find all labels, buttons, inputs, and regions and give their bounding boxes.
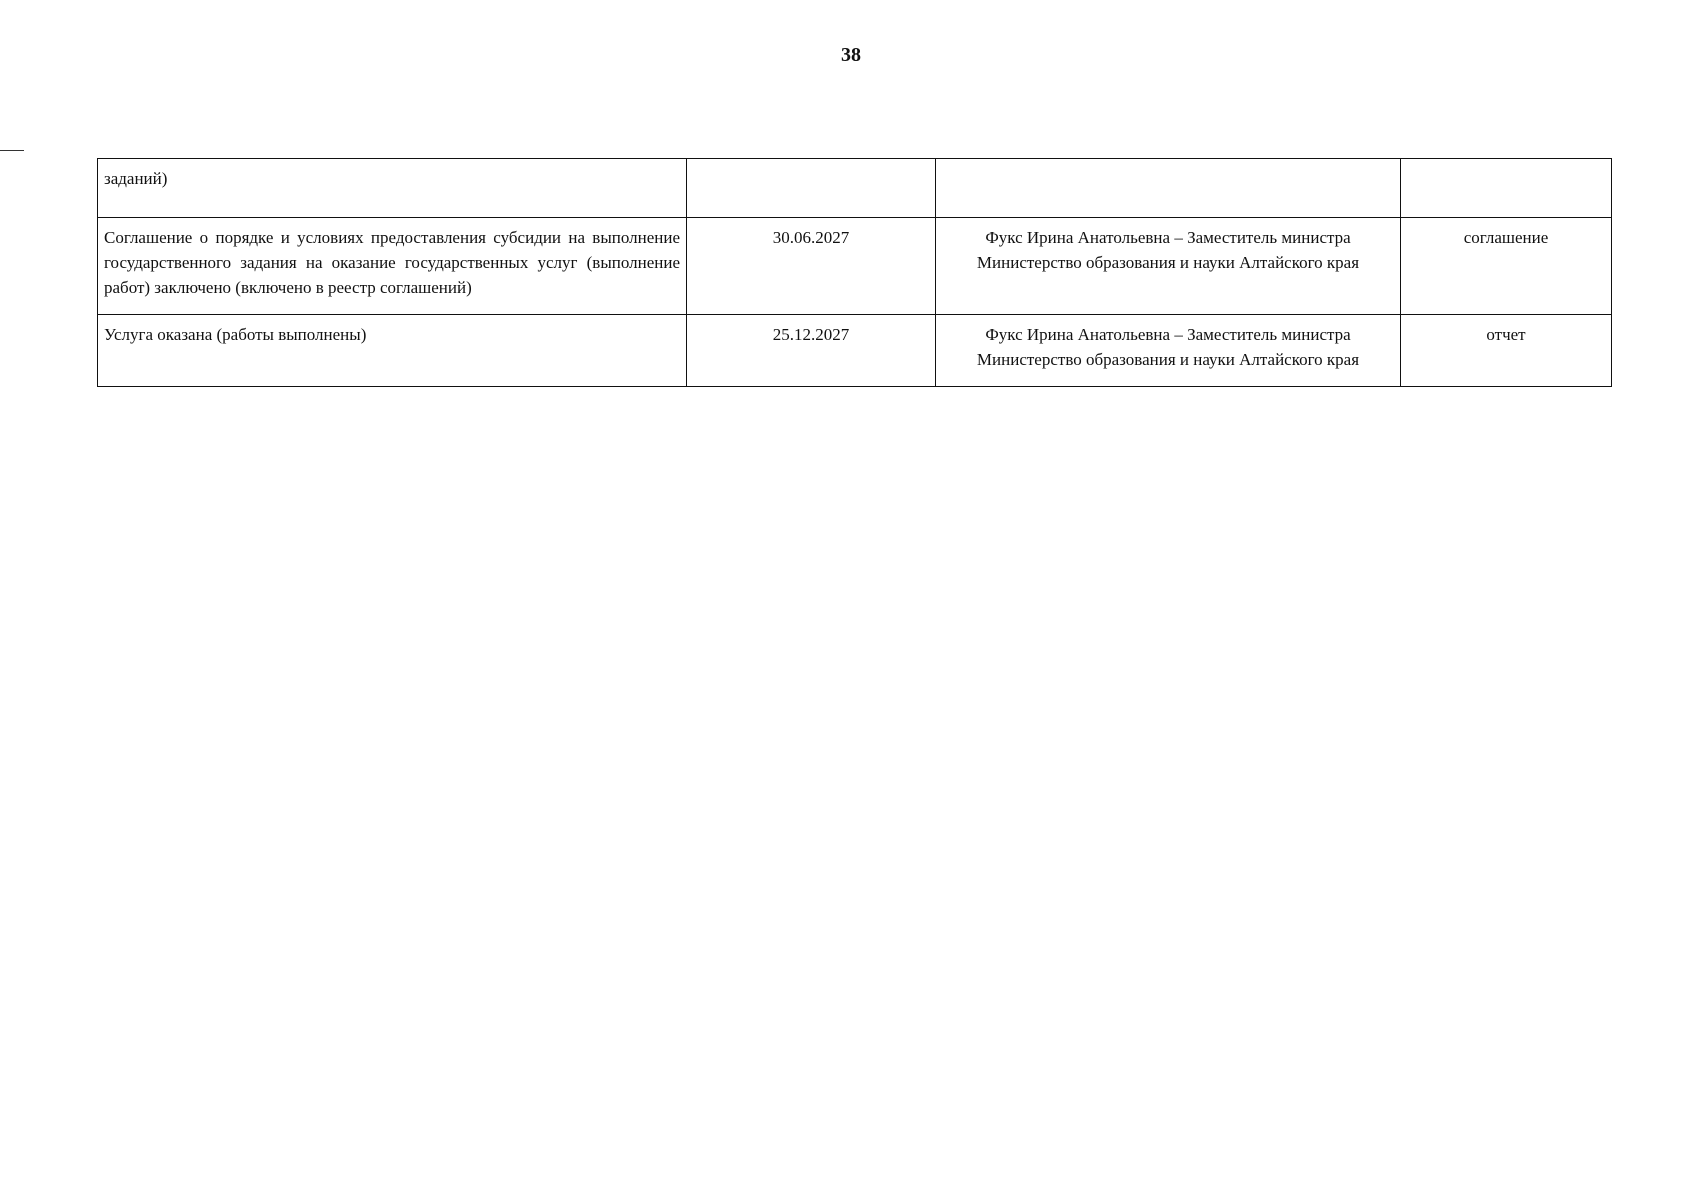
table-row: [98, 315, 1612, 387]
responsible-name: Фукс Ирина Анатольевна – Заместитель министра: [985, 325, 1351, 344]
responsible-cell: [936, 315, 1401, 387]
edge-mark: [0, 150, 24, 151]
date-cell: 25.12.2027: [687, 315, 936, 387]
responsible-organization: Министерство образования и науки Алтайского края: [976, 350, 1360, 369]
date-cell: [687, 159, 936, 218]
responsible-cell: [936, 218, 1401, 315]
document-cell: соглашение: [1401, 218, 1612, 315]
table-row: [98, 159, 1612, 218]
table-row: [98, 218, 1612, 315]
control-points-table: [97, 158, 1612, 387]
responsible-organization: Министерство образования и науки Алтайского края: [976, 253, 1360, 272]
date-cell: 30.06.2027: [687, 218, 936, 315]
event-cell: заданий): [98, 159, 687, 218]
document-cell: отчет: [1401, 315, 1612, 387]
document-cell: [1401, 159, 1612, 218]
event-cell: Соглашение о порядке и условиях предоставления субсидии на выполнение государственного задания на оказание государственных услуг (выполнение работ) заключено (включено в реестр соглашений): [98, 218, 687, 315]
responsible-cell: [936, 159, 1401, 218]
page-number: 38: [841, 44, 861, 66]
responsible-name: Фукс Ирина Анатольевна – Заместитель министра: [985, 228, 1351, 247]
event-cell: Услуга оказана (работы выполнены): [98, 315, 687, 387]
